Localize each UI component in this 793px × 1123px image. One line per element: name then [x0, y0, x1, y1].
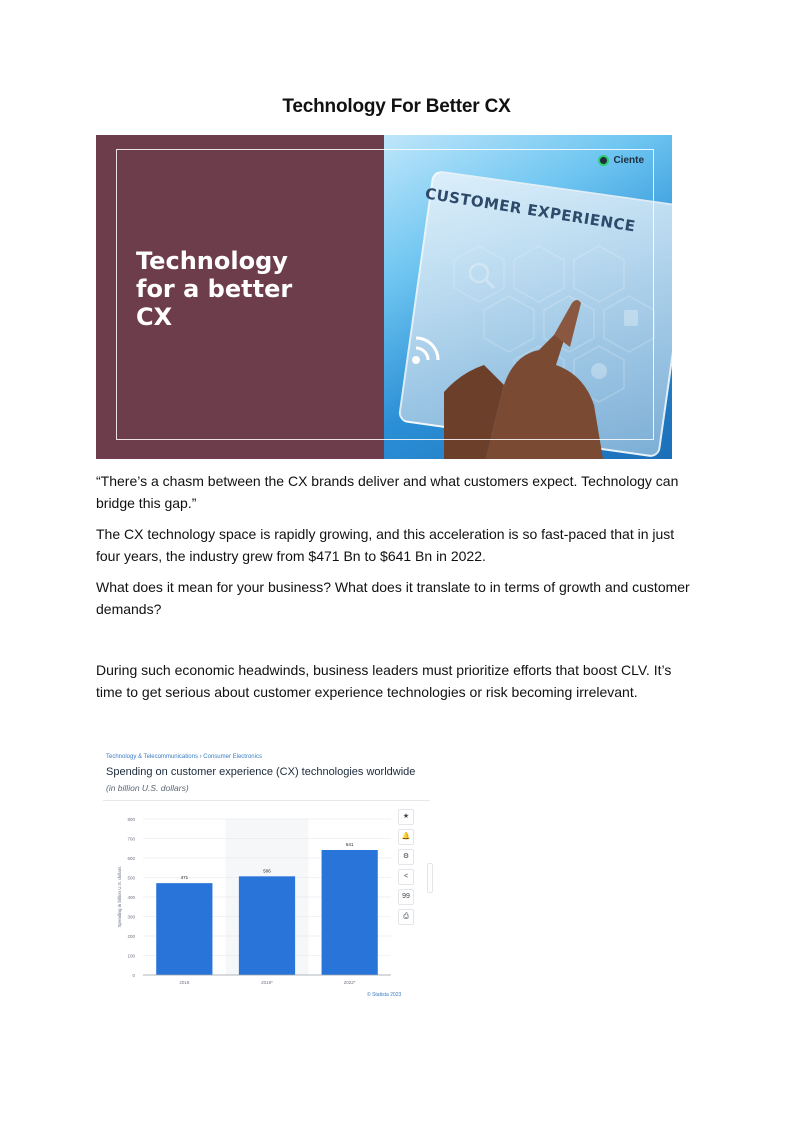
y-tick-label: 300	[127, 914, 135, 920]
banner-heading	[136, 247, 336, 331]
notification-icon[interactable]: 🔔	[398, 829, 414, 845]
x-tick-label: 2019*	[261, 980, 273, 985]
x-tick-label: 2022*	[343, 980, 356, 985]
data-label: 471	[180, 875, 189, 881]
y-tick-label: 100	[127, 953, 135, 959]
bar-chart	[103, 809, 393, 994]
banner-heading-line: CX	[136, 303, 173, 331]
bar	[156, 883, 212, 975]
page-title: Technology For Better CX	[282, 96, 511, 117]
quote-paragraph: “There’s a chasm between the CX brands deliver and what customers expect. Technology can bridge this gap.”	[96, 473, 679, 511]
scroll-handle[interactable]	[427, 863, 433, 893]
y-tick-label: 400	[127, 895, 135, 900]
y-tick-label: 700	[127, 836, 135, 842]
headwinds-paragraph: During such economic headwinds, business leaders must prioritize efforts that boost CLV. It’s time to get serious about customer experience technologies or risk becoming irrelevant.	[96, 662, 672, 700]
tablet-label: CUSTOMER EXPERIENCE	[423, 184, 637, 236]
y-tick-label: 500	[127, 875, 135, 881]
settings-icon[interactable]: ⚙	[398, 849, 414, 865]
cite-icon[interactable]: 99	[398, 889, 414, 905]
x-tick-label: 2018	[179, 980, 190, 985]
y-axis-label: Spending in billion U.S. dollars	[117, 866, 122, 928]
favorite-icon[interactable]: ★	[398, 809, 414, 825]
data-label: 641	[345, 842, 354, 848]
question-paragraph: What does it mean for your business? What does it translate to in terms of growth and customer demands?	[96, 579, 690, 617]
data-label: 506	[263, 868, 271, 874]
bar	[239, 876, 295, 975]
banner-heading-line: Technology	[136, 247, 288, 275]
logo-text: Ciente	[613, 155, 644, 166]
share-icon[interactable]: <	[398, 869, 414, 885]
y-tick-label: 800	[127, 817, 135, 822]
chart-subtitle: (in billion U.S. dollars)	[106, 783, 189, 793]
y-tick-label: 0	[132, 973, 135, 978]
print-icon[interactable]: ⎙	[398, 909, 414, 925]
chart-breadcrumb[interactable]: Technology & Telecommunications › Consumer Electronics	[106, 754, 262, 760]
chart-title: Spending on customer experience (CX) technologies worldwide	[106, 766, 416, 778]
chart-screenshot	[103, 752, 433, 1002]
chart-source[interactable]: © Statista 2023	[367, 992, 402, 998]
chart-card	[103, 800, 430, 1001]
y-tick-label: 600	[127, 856, 135, 861]
banner-heading-line: for a better	[136, 275, 293, 303]
banner-image	[96, 135, 672, 459]
y-tick-label: 200	[127, 934, 135, 939]
growth-paragraph: The CX technology space is rapidly growing, and this acceleration is so fast-paced that in just four years, the industry grew from $471 Bn to $641 Bn in 2022.	[96, 526, 675, 564]
bar	[322, 850, 378, 975]
chart-toolbar	[398, 809, 414, 929]
